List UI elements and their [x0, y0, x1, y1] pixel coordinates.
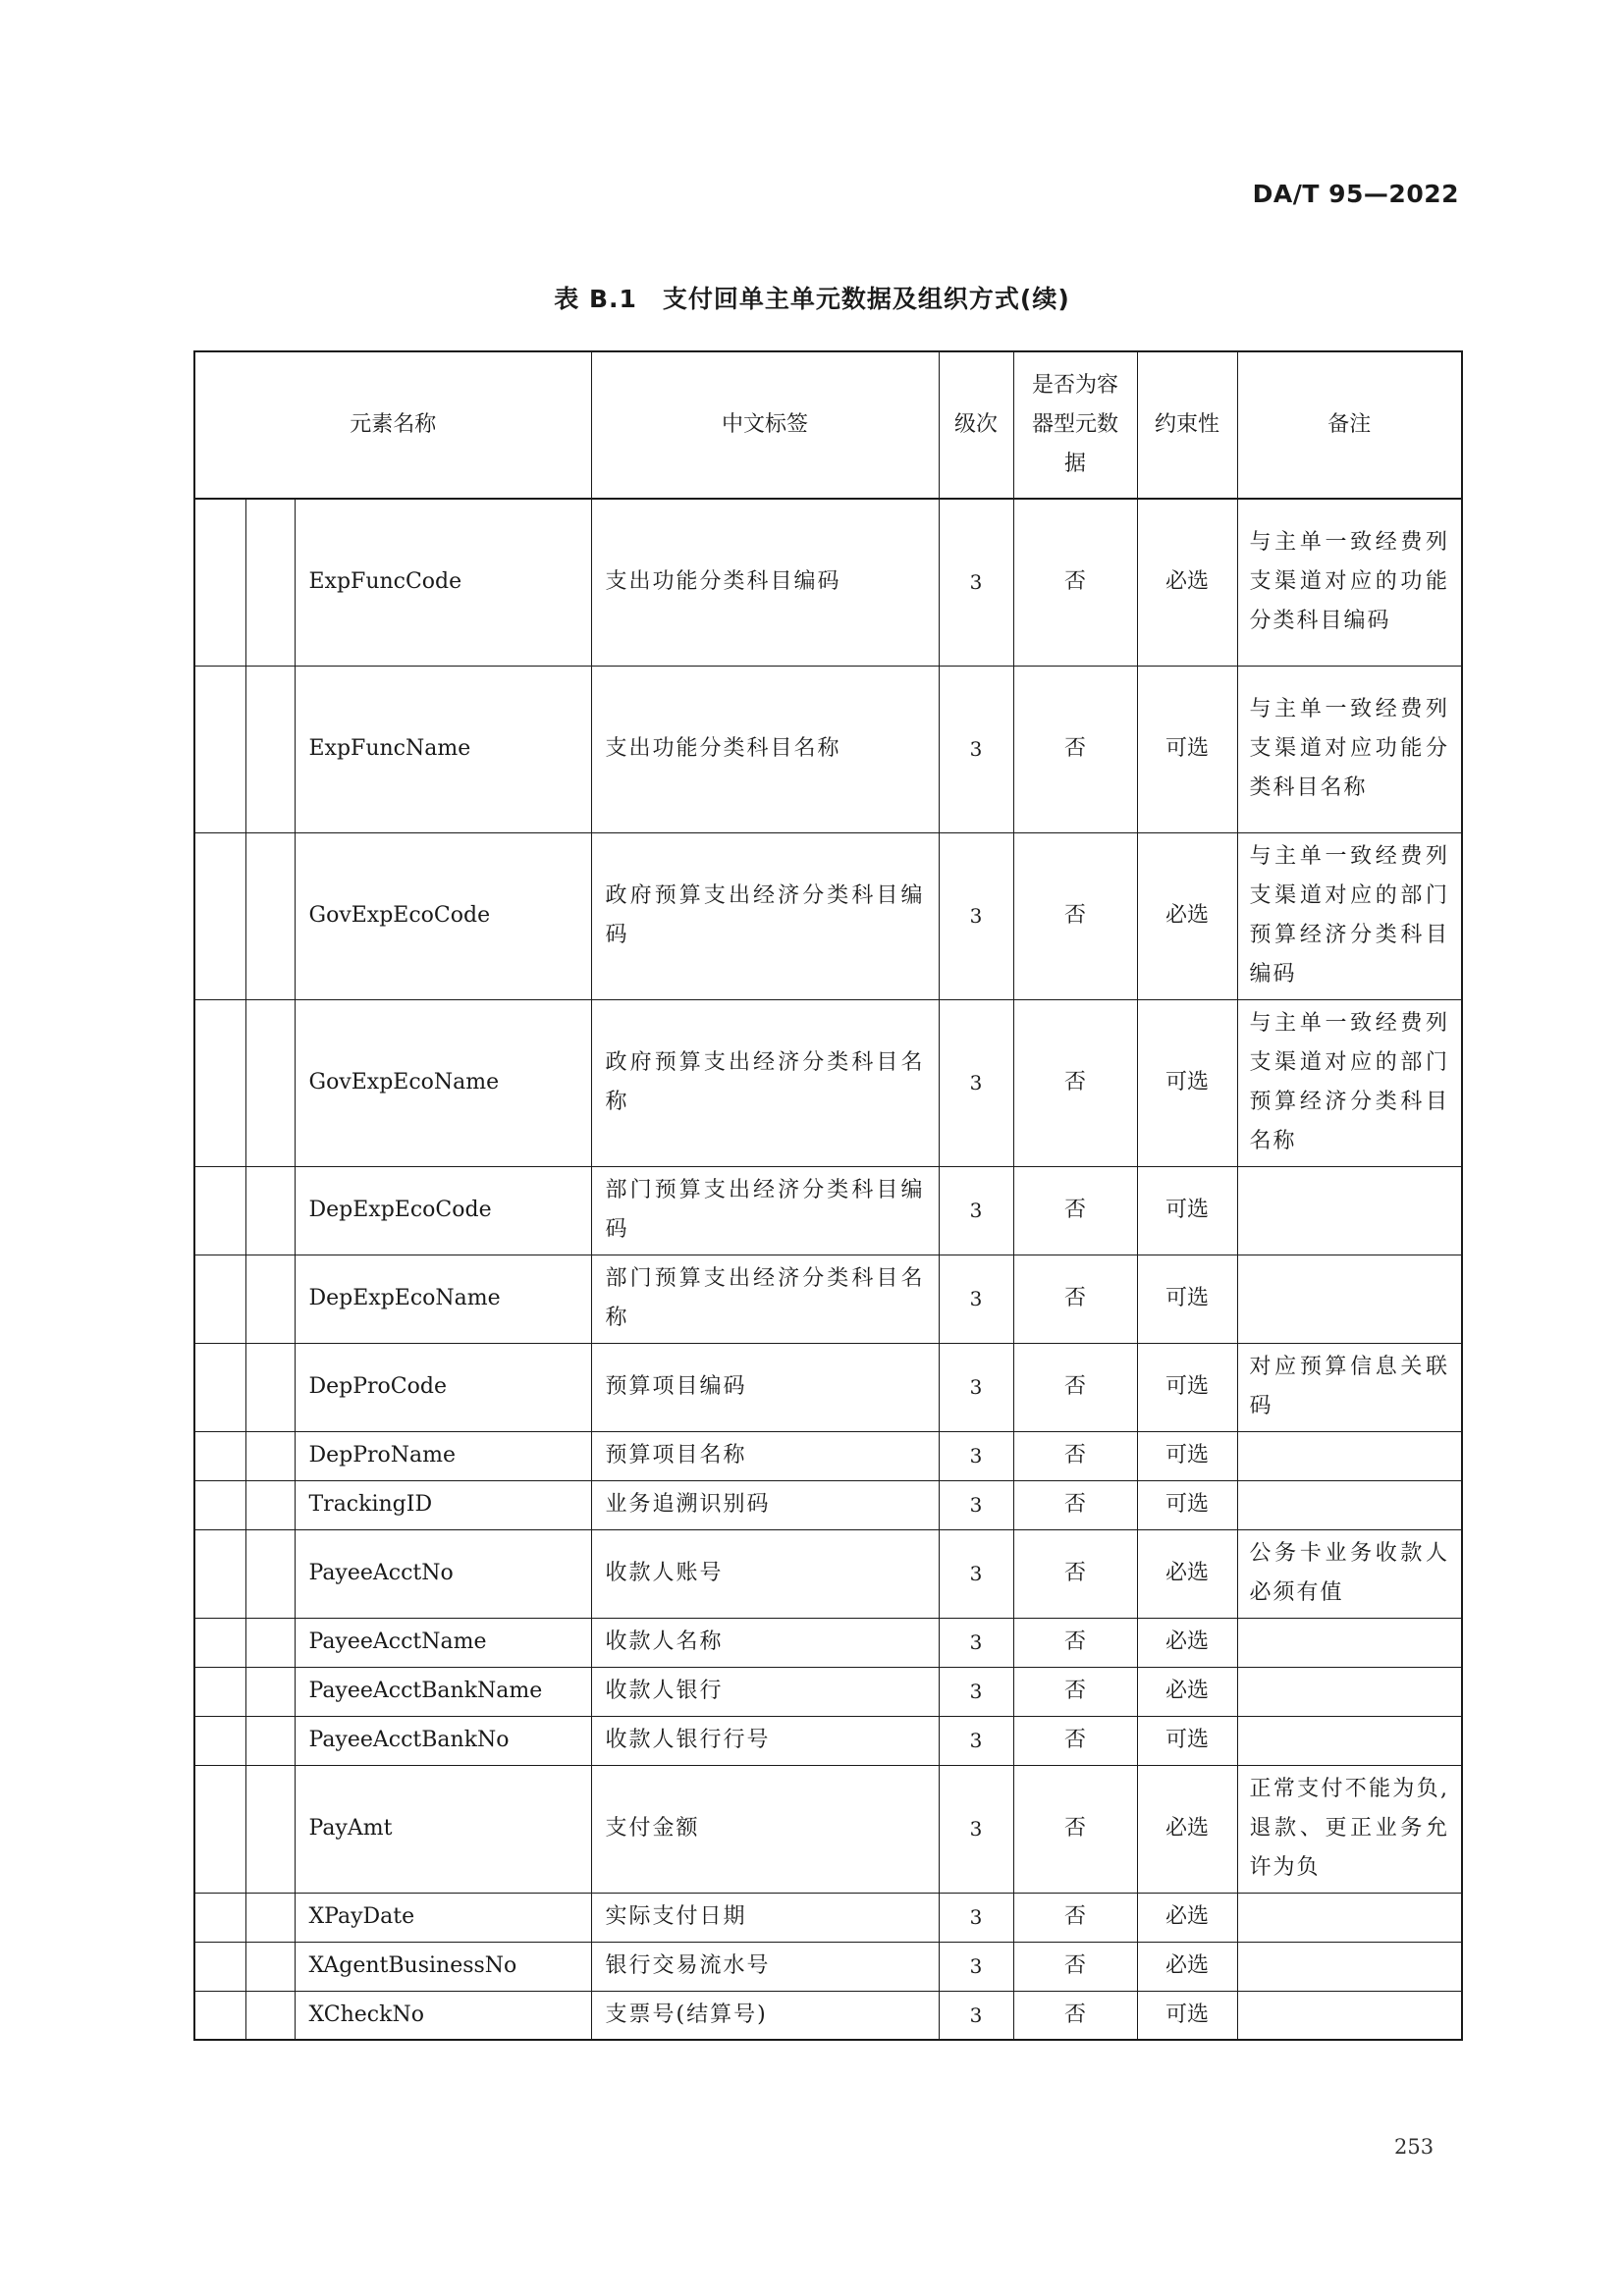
- indent-cell: [245, 1480, 295, 1529]
- constraint-cell: 必选: [1137, 499, 1237, 666]
- metadata-table: [193, 350, 1463, 2041]
- container-cell: 否: [1013, 1716, 1137, 1765]
- constraint-cell: 可选: [1137, 1255, 1237, 1343]
- element-name-cell: DepExpEcoName: [295, 1255, 591, 1343]
- remarks-cell: 与主单一致经费列支渠道对应功能分类科目名称: [1237, 666, 1462, 832]
- constraint-cell: 可选: [1137, 666, 1237, 832]
- indent-cell: [245, 1431, 295, 1480]
- container-cell: 否: [1013, 1343, 1137, 1431]
- table-row: [194, 1991, 1462, 2040]
- element-name-cell: PayeeAcctBankName: [295, 1667, 591, 1716]
- constraint-cell: 可选: [1137, 1480, 1237, 1529]
- constraint-cell: 必选: [1137, 1667, 1237, 1716]
- constraint-cell: 必选: [1137, 1765, 1237, 1893]
- level-cell: 3: [939, 1765, 1013, 1893]
- chinese-label-cell: 支出功能分类科目名称: [591, 666, 939, 832]
- indent-cell: [194, 1431, 245, 1480]
- level-cell: 3: [939, 499, 1013, 666]
- constraint-cell: 可选: [1137, 1991, 1237, 2040]
- remarks-cell: 与主单一致经费列支渠道对应的部门预算经济分类科目编码: [1237, 832, 1462, 999]
- chinese-label-cell: 政府预算支出经济分类科目名称: [591, 999, 939, 1166]
- element-name-cell: PayeeAcctNo: [295, 1529, 591, 1618]
- indent-cell: [194, 1667, 245, 1716]
- indent-cell: [194, 1942, 245, 1991]
- level-cell: 3: [939, 1716, 1013, 1765]
- constraint-cell: 可选: [1137, 1431, 1237, 1480]
- indent-cell: [245, 1618, 295, 1667]
- level-cell: 3: [939, 1255, 1013, 1343]
- indent-cell: [245, 1667, 295, 1716]
- element-name-cell: DepProCode: [295, 1343, 591, 1431]
- chinese-label-cell: 预算项目名称: [591, 1431, 939, 1480]
- level-cell: 3: [939, 832, 1013, 999]
- remarks-cell: [1237, 1431, 1462, 1480]
- remarks-cell: [1237, 1991, 1462, 2040]
- remarks-cell: 对应预算信息关联码: [1237, 1343, 1462, 1431]
- container-cell: 否: [1013, 666, 1137, 832]
- level-cell: 3: [939, 1942, 1013, 1991]
- chinese-label-cell: 收款人银行: [591, 1667, 939, 1716]
- element-name-cell: ExpFuncCode: [295, 499, 591, 666]
- container-cell: 否: [1013, 832, 1137, 999]
- indent-cell: [245, 1166, 295, 1255]
- remarks-cell: [1237, 1255, 1462, 1343]
- table-row: [194, 1942, 1462, 1991]
- indent-cell: [194, 1480, 245, 1529]
- level-cell: 3: [939, 1480, 1013, 1529]
- chinese-label-cell: 业务追溯识别码: [591, 1480, 939, 1529]
- element-name-cell: ExpFuncName: [295, 666, 591, 832]
- chinese-label-cell: 支票号(结算号): [591, 1991, 939, 2040]
- element-name-cell: DepExpEcoCode: [295, 1166, 591, 1255]
- remarks-cell: 与主单一致经费列支渠道对应的部门预算经济分类科目名称: [1237, 999, 1462, 1166]
- container-cell: 否: [1013, 999, 1137, 1166]
- element-name-cell: GovExpEcoName: [295, 999, 591, 1166]
- table-row: [194, 499, 1462, 666]
- column-header-container: 是否为容器型元数据: [1013, 351, 1137, 499]
- table-row: [194, 999, 1462, 1166]
- level-cell: 3: [939, 1893, 1013, 1942]
- indent-cell: [194, 666, 245, 832]
- remarks-cell: [1237, 1942, 1462, 1991]
- chinese-label-cell: 部门预算支出经济分类科目名称: [591, 1255, 939, 1343]
- container-cell: 否: [1013, 1529, 1137, 1618]
- table-number: 表 B.1: [554, 285, 637, 313]
- constraint-cell: 可选: [1137, 1166, 1237, 1255]
- indent-cell: [194, 1166, 245, 1255]
- container-cell: 否: [1013, 1942, 1137, 1991]
- indent-cell: [245, 1942, 295, 1991]
- element-name-cell: XPayDate: [295, 1893, 591, 1942]
- element-name-cell: PayAmt: [295, 1765, 591, 1893]
- constraint-cell: 必选: [1137, 1618, 1237, 1667]
- constraint-cell: 必选: [1137, 832, 1237, 999]
- container-cell: 否: [1013, 1893, 1137, 1942]
- table-row: [194, 1716, 1462, 1765]
- table-row: [194, 1255, 1462, 1343]
- element-name-cell: TrackingID: [295, 1480, 591, 1529]
- container-cell: 否: [1013, 1765, 1137, 1893]
- container-cell: 否: [1013, 1667, 1137, 1716]
- container-cell: 否: [1013, 1480, 1137, 1529]
- indent-cell: [245, 666, 295, 832]
- level-cell: 3: [939, 1343, 1013, 1431]
- remarks-cell: 正常支付不能为负,退款、更正业务允许为负: [1237, 1765, 1462, 1893]
- indent-cell: [194, 999, 245, 1166]
- table-title: [0, 280, 1624, 315]
- indent-cell: [194, 499, 245, 666]
- table-row: [194, 1667, 1462, 1716]
- remarks-cell: [1237, 1480, 1462, 1529]
- chinese-label-cell: 部门预算支出经济分类科目编码: [591, 1166, 939, 1255]
- column-header-element-name: 元素名称: [194, 351, 591, 499]
- table-row: [194, 832, 1462, 999]
- indent-cell: [245, 1529, 295, 1618]
- constraint-cell: 可选: [1137, 1716, 1237, 1765]
- element-name-cell: DepProName: [295, 1431, 591, 1480]
- level-cell: 3: [939, 1529, 1013, 1618]
- element-name-cell: PayeeAcctBankNo: [295, 1716, 591, 1765]
- remarks-cell: [1237, 1166, 1462, 1255]
- container-cell: 否: [1013, 1255, 1137, 1343]
- indent-cell: [194, 1529, 245, 1618]
- chinese-label-cell: 收款人银行行号: [591, 1716, 939, 1765]
- chinese-label-cell: 支出功能分类科目编码: [591, 499, 939, 666]
- table-row: [194, 1618, 1462, 1667]
- indent-cell: [245, 499, 295, 666]
- level-cell: 3: [939, 666, 1013, 832]
- level-cell: 3: [939, 1431, 1013, 1480]
- remarks-cell: 公务卡业务收款人必须有值: [1237, 1529, 1462, 1618]
- level-cell: 3: [939, 1166, 1013, 1255]
- element-name-cell: XCheckNo: [295, 1991, 591, 2040]
- remarks-cell: [1237, 1893, 1462, 1942]
- level-cell: 3: [939, 999, 1013, 1166]
- remarks-cell: [1237, 1667, 1462, 1716]
- level-cell: 3: [939, 1667, 1013, 1716]
- table-row: [194, 1480, 1462, 1529]
- constraint-cell: 可选: [1137, 1343, 1237, 1431]
- indent-cell: [194, 1343, 245, 1431]
- indent-cell: [194, 832, 245, 999]
- container-cell: 否: [1013, 499, 1137, 666]
- column-header-constraint: 约束性: [1137, 351, 1237, 499]
- table-body: [194, 499, 1462, 2040]
- indent-cell: [194, 1618, 245, 1667]
- chinese-label-cell: 预算项目编码: [591, 1343, 939, 1431]
- indent-cell: [194, 1893, 245, 1942]
- chinese-label-cell: 收款人名称: [591, 1618, 939, 1667]
- indent-cell: [245, 1893, 295, 1942]
- indent-cell: [245, 832, 295, 999]
- level-cell: 3: [939, 1618, 1013, 1667]
- chinese-label-cell: 收款人账号: [591, 1529, 939, 1618]
- remarks-cell: 与主单一致经费列支渠道对应的功能分类科目编码: [1237, 499, 1462, 666]
- indent-cell: [194, 1991, 245, 2040]
- indent-cell: [245, 1716, 295, 1765]
- remarks-cell: [1237, 1618, 1462, 1667]
- level-cell: 3: [939, 1991, 1013, 2040]
- container-cell: 否: [1013, 1431, 1137, 1480]
- chinese-label-cell: 实际支付日期: [591, 1893, 939, 1942]
- constraint-cell: 必选: [1137, 1893, 1237, 1942]
- table-row: [194, 1893, 1462, 1942]
- column-header-level: 级次: [939, 351, 1013, 499]
- chinese-label-cell: 银行交易流水号: [591, 1942, 939, 1991]
- table-row: [194, 666, 1462, 832]
- constraint-cell: 必选: [1137, 1529, 1237, 1618]
- table-caption: 支付回单主单元数据及组织方式(续): [662, 285, 1070, 313]
- constraint-cell: 可选: [1137, 999, 1237, 1166]
- remarks-cell: [1237, 1716, 1462, 1765]
- indent-cell: [245, 1765, 295, 1893]
- page-number: 253: [1394, 2135, 1435, 2159]
- table-row: [194, 1343, 1462, 1431]
- table-header-row: [194, 351, 1462, 499]
- column-header-chinese-label: 中文标签: [591, 351, 939, 499]
- element-name-cell: GovExpEcoCode: [295, 832, 591, 999]
- container-cell: 否: [1013, 1618, 1137, 1667]
- constraint-cell: 必选: [1137, 1942, 1237, 1991]
- chinese-label-cell: 政府预算支出经济分类科目编码: [591, 832, 939, 999]
- table-row: [194, 1765, 1462, 1893]
- chinese-label-cell: 支付金额: [591, 1765, 939, 1893]
- column-header-remarks: 备注: [1237, 351, 1462, 499]
- indent-cell: [194, 1255, 245, 1343]
- indent-cell: [245, 999, 295, 1166]
- table-row: [194, 1431, 1462, 1480]
- indent-cell: [245, 1991, 295, 2040]
- indent-cell: [194, 1716, 245, 1765]
- standard-code: DA/T 95—2022: [1252, 180, 1459, 208]
- element-name-cell: XAgentBusinessNo: [295, 1942, 591, 1991]
- element-name-cell: PayeeAcctName: [295, 1618, 591, 1667]
- indent-cell: [245, 1255, 295, 1343]
- table-row: [194, 1529, 1462, 1618]
- indent-cell: [194, 1765, 245, 1893]
- indent-cell: [245, 1343, 295, 1431]
- container-cell: 否: [1013, 1991, 1137, 2040]
- table-row: [194, 1166, 1462, 1255]
- container-cell: 否: [1013, 1166, 1137, 1255]
